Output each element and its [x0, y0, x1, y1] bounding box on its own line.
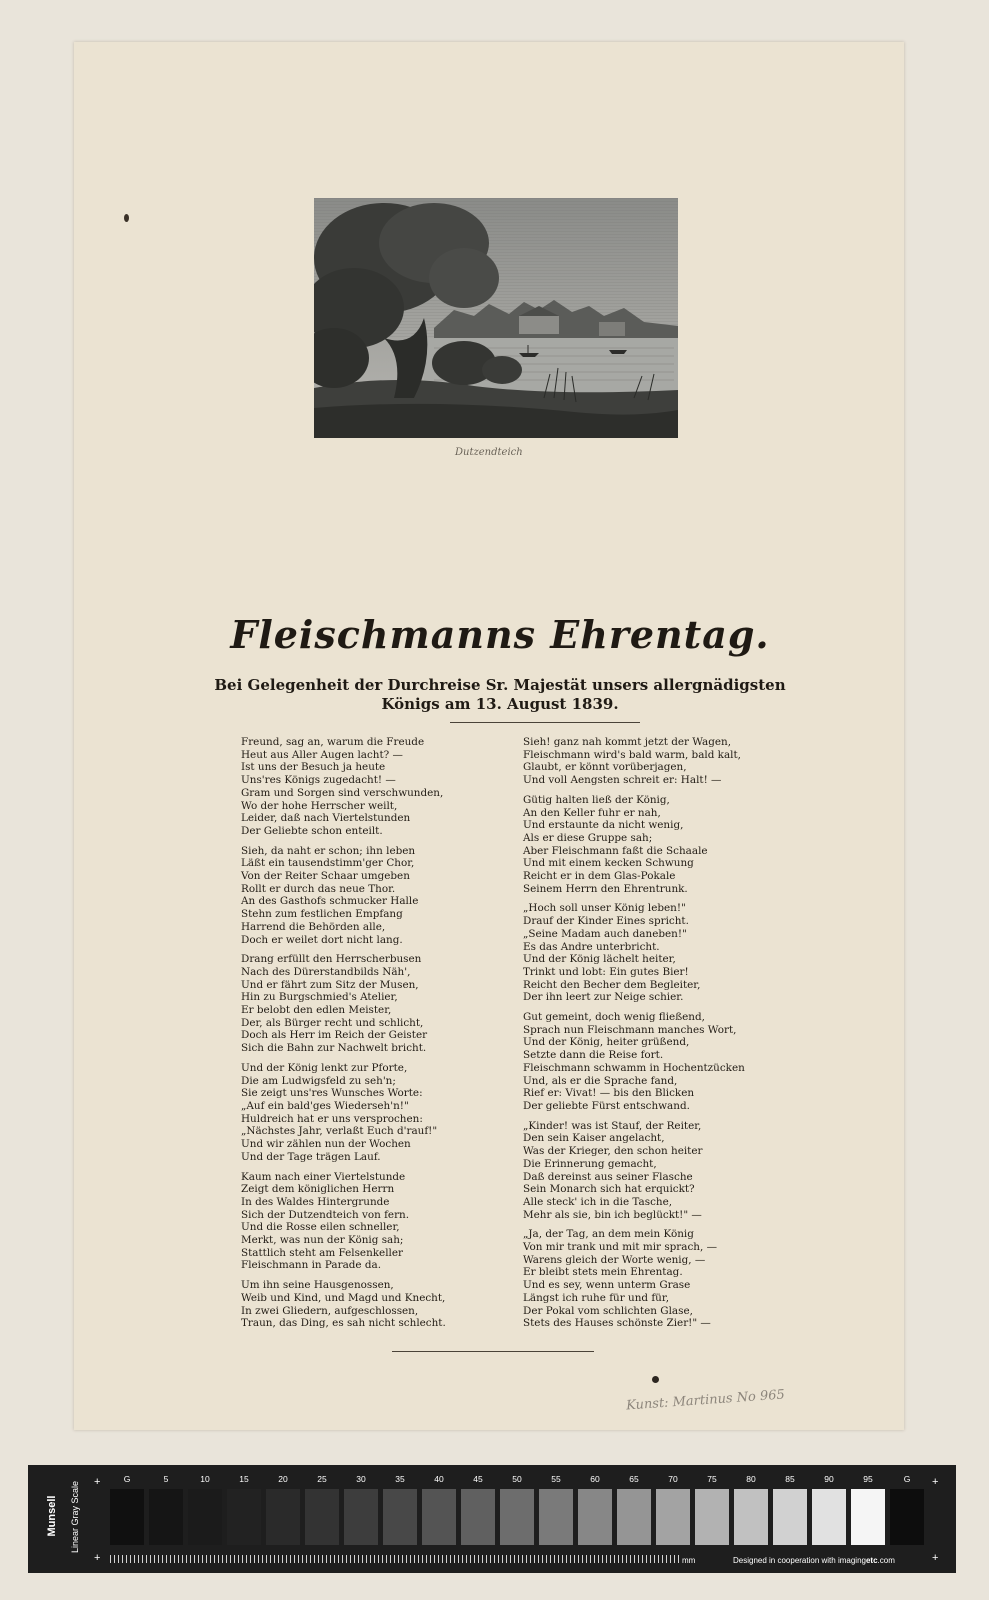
engraving-caption: Dutzendteich: [455, 447, 523, 458]
poem-line: Und mit einem kecken Schwung: [523, 857, 694, 870]
scale-label: G: [903, 1474, 911, 1484]
poem-line: Als er diese Gruppe sah;: [523, 831, 653, 844]
poem-line: „Seine Madam auch daneben!": [523, 927, 687, 940]
stanza: [241, 1062, 481, 1164]
poem-line: Der geliebte Fürst entschwand.: [523, 1099, 690, 1112]
stanza: [241, 953, 481, 1055]
munsell-logo: [40, 1478, 60, 1562]
poem-line: Rief er: Vivat! — bis den Blicken: [523, 1087, 695, 1100]
scale-label: 35: [395, 1474, 405, 1484]
poem-line: Traun, das Ding, es sah nicht schlecht.: [241, 1317, 446, 1330]
poem-line: Harrend die Behörden alle,: [241, 920, 386, 933]
poem-line: Daß dereinst aus seiner Flasche: [523, 1170, 693, 1183]
pencil-inscription: Kunst: Martinus No 965: [625, 1387, 786, 1414]
gray-patch: [188, 1489, 222, 1545]
gray-patch: [851, 1489, 885, 1545]
poem-line: Und der Tage trägen Lauf.: [241, 1150, 381, 1163]
gray-patch: [383, 1489, 417, 1545]
poem-line: Sieh, da naht er schon; ihn leben: [241, 844, 416, 857]
poem-subtitle: [160, 676, 840, 714]
top-rule: [450, 722, 640, 723]
scale-label: 25: [317, 1474, 327, 1484]
poem-line: Wo der hohe Herrscher weilt,: [241, 799, 398, 812]
poem-line: Alle steck' ich in die Tasche,: [523, 1195, 673, 1208]
gray-patch: [539, 1489, 573, 1545]
poem-line: Stehn zum festlichen Empfang: [241, 908, 403, 921]
scale-label: 85: [785, 1474, 795, 1484]
poem-line: Heut aus Aller Augen lacht? —: [241, 748, 403, 761]
poem-line: Setzte dann die Reise fort.: [523, 1049, 664, 1062]
poem-line: Und voll Aengsten schreit er: Halt! —: [523, 774, 722, 787]
poem-line: Leider, daß nach Viertelstunden: [241, 812, 411, 825]
scale-name-label: Linear Gray Scale: [70, 1480, 80, 1554]
gray-patch: [227, 1489, 261, 1545]
poem-line: An den Keller fuhr er nah,: [523, 806, 661, 819]
gray-patch: [500, 1489, 534, 1545]
scale-label: 5: [163, 1474, 169, 1484]
poem-line: Er bleibt stets mein Ehrentag.: [523, 1266, 683, 1279]
scale-label: 50: [512, 1474, 522, 1484]
poem-line: Fleischmann schwamm in Hochentzücken: [523, 1061, 745, 1074]
poem-line: Und wir zählen nun der Wochen: [241, 1138, 411, 1151]
gray-patch: [617, 1489, 651, 1545]
stanza: [523, 902, 763, 1004]
gray-patch: [812, 1489, 846, 1545]
poem-line: Reicht er in dem Glas-Pokale: [523, 870, 676, 883]
poem-line: Rollt er durch das neue Thor.: [241, 882, 396, 895]
poem-line: Und der König lenkt zur Pforte,: [241, 1061, 408, 1074]
gray-patch: [110, 1489, 144, 1545]
poem-line: Sich der Dutzendteich von fern.: [241, 1208, 410, 1221]
poem-line: Von mir trank und mit mir sprach, —: [523, 1241, 717, 1254]
poem-line: „Hoch soll unser König leben!": [523, 902, 686, 915]
credit-line: [733, 1556, 895, 1565]
plus-mark-top-left: +: [94, 1476, 101, 1488]
poem-line: „Nächstes Jahr, verlaßt Euch d'rauf!": [241, 1125, 438, 1138]
right-column: [523, 736, 763, 1337]
poem-line: Sieh! ganz nah kommt jetzt der Wagen,: [523, 736, 732, 748]
gray-patch: [773, 1489, 807, 1545]
poem-line: Und die Rosse eilen schneller,: [241, 1221, 400, 1234]
poem-line: Trinkt und lobt: Ein gutes Bier!: [523, 965, 689, 978]
gray-patch: [890, 1489, 924, 1545]
poem-line: Was der Krieger, den schon heiter: [523, 1145, 703, 1158]
poem-line: Gram und Sorgen sind verschwunden,: [241, 786, 444, 799]
scale-label: 70: [668, 1474, 678, 1484]
stanza: [241, 736, 481, 838]
poem-line: Reicht den Becher dem Begleiter,: [523, 978, 701, 991]
poem-line: Und, als er die Sprache fand,: [523, 1074, 678, 1087]
poem-line: Die Erinnerung gemacht,: [523, 1157, 657, 1170]
poem-line: Und der König lächelt heiter,: [523, 953, 676, 966]
poem-line: „Kinder! was ist Stauf, der Reiter,: [523, 1119, 702, 1132]
scale-label: 60: [590, 1474, 600, 1484]
poem-line: Sprach nun Fleischmann manches Wort,: [523, 1023, 737, 1036]
poem-line: Glaubt, er könnt vorüberjagen,: [523, 761, 687, 774]
left-column: [241, 736, 481, 1337]
bottom-rule: [392, 1351, 594, 1352]
poem-line: In zwei Gliedern, aufgeschlossen,: [241, 1304, 419, 1317]
poem-line: Läßt ein tausendstimm'ger Chor,: [241, 857, 415, 870]
poem-line: Drauf der Kinder Eines spricht.: [523, 915, 689, 928]
gray-patch: [695, 1489, 729, 1545]
poem-line: Stets des Hauses schönste Zier!" —: [523, 1317, 711, 1330]
poem-line: Fleischmann in Parade da.: [241, 1259, 382, 1272]
subtitle-line-1: Bei Gelegenheit der Durchreise Sr. Majestät unsers allergnädigsten: [214, 676, 786, 694]
poem-line: Sein Monarch sich hat erquickt?: [523, 1183, 695, 1196]
plus-mark-bottom-left: +: [94, 1552, 101, 1564]
stanza: [523, 1120, 763, 1222]
poem-line: Seinem Herrn den Ehrentrunk.: [523, 882, 688, 895]
credit-prefix: Designed in cooperation with imaging: [733, 1556, 866, 1565]
poem-line: Nach des Dürerstandbilds Näh',: [241, 965, 411, 978]
munsell-brand: Munsell: [46, 1495, 58, 1537]
poem-line: Aber Fleischmann faßt die Schaale: [523, 844, 708, 857]
gray-patch: [422, 1489, 456, 1545]
scale-label: 45: [473, 1474, 483, 1484]
poem-line: Längst ich ruhe für und für,: [523, 1291, 670, 1304]
scale-label: 75: [707, 1474, 717, 1484]
poem-line: „Auf ein bald'ges Wiederseh'n!": [241, 1099, 409, 1112]
poem-line: Der ihn leert zur Neige schier.: [523, 991, 684, 1004]
plus-mark-bottom-right: +: [932, 1552, 939, 1564]
poem-line: Merkt, was nun der König sah;: [241, 1234, 404, 1247]
stanza: [523, 1011, 763, 1113]
poem-line: Der Geliebte schon enteilt.: [241, 824, 383, 837]
poem-line: Fleischmann wird's bald warm, bald kalt,: [523, 748, 741, 761]
poem-line: Huldreich hat er uns versprochen:: [241, 1112, 423, 1125]
landscape-engraving: [314, 198, 678, 438]
poem-title: Fleischmanns Ehrentag.: [230, 612, 770, 657]
ruler-unit: mm: [682, 1556, 696, 1565]
poem-line: Gut gemeint, doch wenig fließend,: [523, 1011, 705, 1024]
scale-label: 95: [863, 1474, 873, 1484]
poem-line: Freund, sag an, warum die Freude: [241, 736, 425, 748]
poem-line: Und der König, heiter grüßend,: [523, 1036, 690, 1049]
poem-line: Es das Andre unterbricht.: [523, 940, 660, 953]
scale-label: 90: [824, 1474, 834, 1484]
scale-label: G: [123, 1474, 131, 1484]
poem-line: Er belobt den edlen Meister,: [241, 1004, 392, 1017]
scale-label: 55: [551, 1474, 561, 1484]
scale-label: 40: [434, 1474, 444, 1484]
gray-patch: [656, 1489, 690, 1545]
gray-patch: [734, 1489, 768, 1545]
poem-line: Sich die Bahn zur Nachwelt bricht.: [241, 1042, 427, 1055]
poem-line: Stattlich steht am Felsenkeller: [241, 1246, 403, 1259]
gray-patch: [461, 1489, 495, 1545]
scale-label: 10: [200, 1474, 210, 1484]
gray-patch: [266, 1489, 300, 1545]
poem-line: Sie zeigt uns'res Wunsches Worte:: [241, 1087, 423, 1100]
poem-line: Und erstaunte da nicht wenig,: [523, 819, 684, 832]
gray-patch: [344, 1489, 378, 1545]
scale-label: 15: [239, 1474, 249, 1484]
poem-line: Und es sey, wenn unterm Grase: [523, 1279, 691, 1292]
poem-line: Weib und Kind, und Magd und Knecht,: [241, 1291, 446, 1304]
poem-line: Kaum nach einer Viertelstunde: [241, 1170, 406, 1183]
gray-patch: [149, 1489, 183, 1545]
credit-suffix: .com: [877, 1556, 895, 1565]
poem-line: Warens gleich der Worte wenig, —: [523, 1253, 706, 1266]
scale-label: 80: [746, 1474, 756, 1484]
stanza: [523, 1228, 763, 1330]
engraving-image: [314, 198, 678, 438]
stanza: [241, 845, 481, 947]
poem-line: Den sein Kaiser angelacht,: [523, 1132, 665, 1145]
gray-patch: [578, 1489, 612, 1545]
poem-line: Mehr als sie, bin ich beglückt!" —: [523, 1208, 702, 1221]
subtitle-line-2: Königs am 13. August 1839.: [381, 695, 619, 713]
poem-line: Hin zu Burgschmied's Atelier,: [241, 991, 398, 1004]
poem-line: Von der Reiter Schaar umgeben: [241, 870, 410, 883]
stanza: [241, 1171, 481, 1273]
poem-line: An des Gasthofs schmucker Halle: [241, 895, 419, 908]
poem-line: Der Pokal vom schlichten Glase,: [523, 1304, 693, 1317]
scale-label: 20: [278, 1474, 288, 1484]
poem-line: Und er fährt zum Sitz der Musen,: [241, 978, 419, 991]
scale-label: 30: [356, 1474, 366, 1484]
scale-label: 65: [629, 1474, 639, 1484]
scale-labels: [110, 1474, 940, 1488]
poem-line: In des Waldes Hintergrunde: [241, 1195, 390, 1208]
poem-line: Die am Ludwigsfeld zu seh'n;: [241, 1074, 396, 1087]
poem-line: Um ihn seine Hausgenossen,: [241, 1279, 394, 1292]
poem-line: Ist uns der Besuch ja heute: [241, 761, 386, 774]
stanza: [241, 1279, 481, 1330]
ink-spot: [124, 214, 129, 222]
stanza: [523, 794, 763, 896]
poem-line: Doch er weilet dort nicht lang.: [241, 933, 403, 946]
stanza: [523, 736, 763, 787]
mm-ruler: [110, 1555, 680, 1563]
scale-name: [64, 1478, 84, 1562]
poem-line: Drang erfüllt den Herrscherbusen: [241, 953, 422, 966]
poem-line: Zeigt dem königlichen Herrn: [241, 1183, 395, 1196]
poem-line: „Ja, der Tag, an dem mein König: [523, 1228, 694, 1241]
poem-line: Uns'res Königs zugedacht! —: [241, 774, 396, 787]
gray-patch: [305, 1489, 339, 1545]
plus-mark-top-right: +: [932, 1476, 939, 1488]
poem-line: Der, als Bürger recht und schlicht,: [241, 1016, 424, 1029]
pin-mark: [652, 1376, 659, 1383]
poem-line: Gütig halten ließ der König,: [523, 793, 670, 806]
credit-bold: etc: [865, 1556, 878, 1565]
poem-line: Doch als Herr im Reich der Geister: [241, 1029, 428, 1042]
